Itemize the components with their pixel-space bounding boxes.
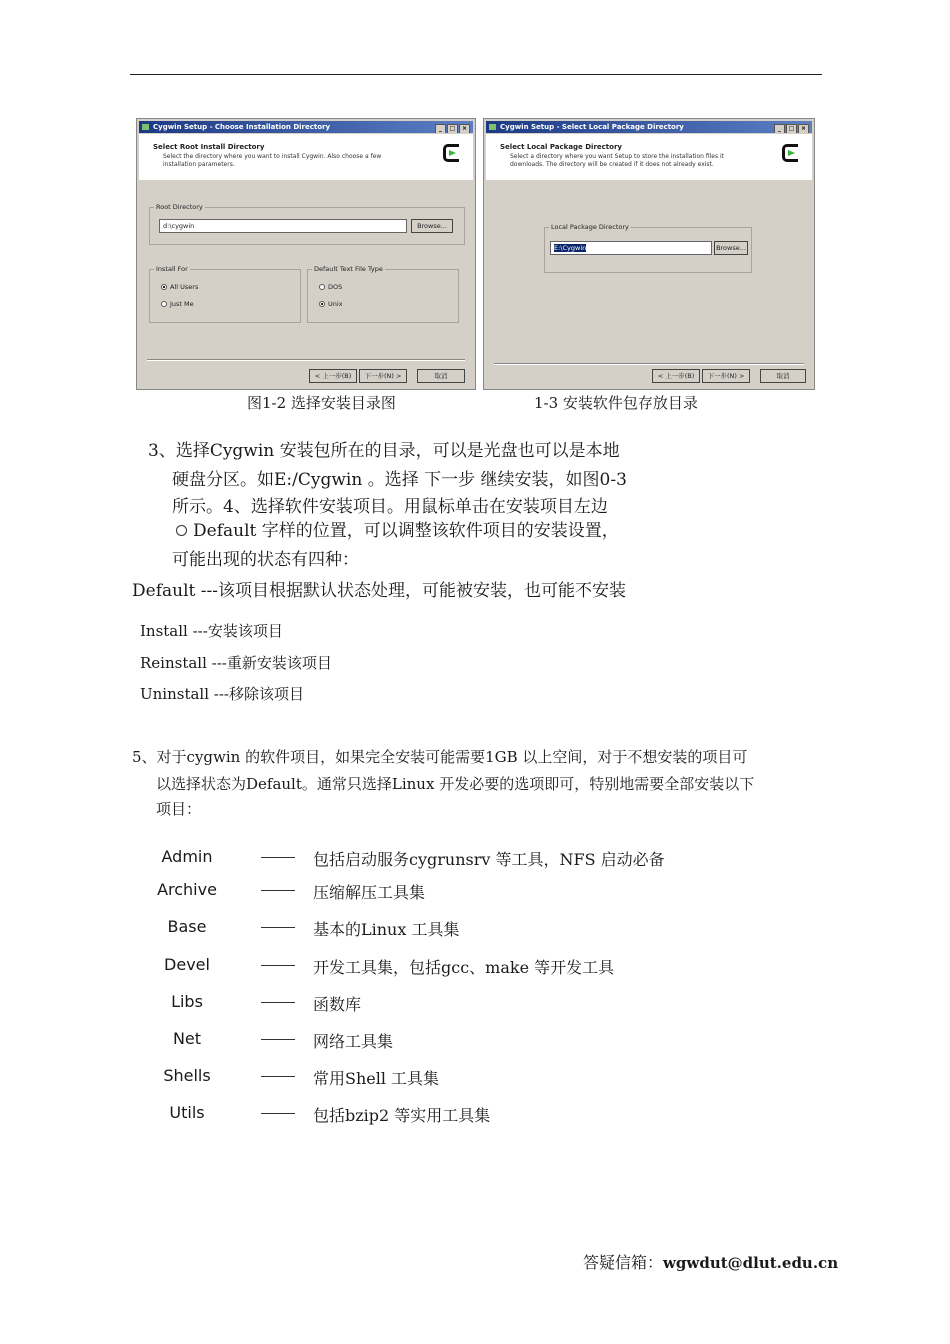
all-users-label: All Users: [170, 283, 199, 291]
package-name: Archive: [157, 880, 217, 899]
state-install: Install ---安装该项目: [140, 622, 283, 640]
dash: [261, 857, 295, 858]
footer-separator: [494, 363, 804, 365]
radio-empty-icon: [319, 284, 325, 290]
footer-email: wgwdut@dlut.edu.cn: [663, 1254, 839, 1272]
package-name: Libs: [171, 992, 203, 1011]
root-directory-field: d:\cygwin: [159, 219, 407, 233]
file-type-group: [307, 265, 459, 323]
para3-line3: 所示。4、选择软件安装项目。用鼠标单击在安装项目左边: [172, 497, 608, 517]
package-row: [0, 1103, 950, 1127]
figure-caption-left: 图1-2 选择安装目录图: [247, 394, 396, 412]
package-directory-field: [550, 241, 712, 255]
para3-line2: 硬盘分区。如E:/Cygwin 。选择 下一步 继续安装，如图0-3: [172, 470, 627, 490]
cancel-button: 取消: [417, 369, 465, 383]
figure-caption-right: 1-3 安装软件包存放目录: [534, 394, 698, 412]
para3-line5: 可能出现的状态有四种：: [172, 550, 359, 570]
package-name: Net: [172, 1029, 202, 1048]
footer-contact: [583, 1250, 838, 1273]
state-reinstall: Reinstall ---重新安装该项目: [140, 654, 332, 672]
package-desc: 网络工具集: [313, 1032, 394, 1051]
cygwin-logo-icon: [782, 144, 798, 162]
title-bar: [139, 121, 473, 133]
dialog-description: Select a directory where you want Setup to store the installation files it downloads. The directory will be created if it does not already exist.: [510, 153, 725, 168]
dash: [261, 890, 295, 891]
cancel-button: 取消: [760, 369, 806, 383]
dos-label: DOS: [328, 283, 343, 291]
cygwin-logo-icon: [443, 144, 459, 162]
cygwin-app-icon: [142, 124, 149, 130]
back-button: < 上一步(B): [652, 369, 700, 383]
para5-line2: 以选择状态为Default。通常只选择Linux 开发必要的选项即可，特别地需要全部安装以下: [156, 775, 755, 793]
next-button: 下一步(N) >: [702, 369, 750, 383]
para3-line4-wrap: [176, 516, 619, 541]
footer-separator: [147, 359, 465, 361]
back-button: < 上一步(B): [309, 369, 357, 383]
package-name: Shells: [163, 1066, 211, 1085]
para5-line3: 项目：: [156, 800, 202, 818]
package-desc: 开发工具集，包括gcc、make 等开发工具: [313, 958, 615, 977]
all-users-radio: [161, 283, 198, 291]
dash: [261, 1076, 295, 1077]
just-me-radio: [161, 300, 194, 308]
dialog-header: [139, 134, 473, 180]
package-name: Devel: [164, 955, 210, 974]
title-bar: [486, 121, 812, 133]
package-desc: 包括bzip2 等实用工具集: [313, 1106, 491, 1125]
para3-line1: 3、选择Cygwin 安装包所在的目录，可以是光盘也可以是本地: [148, 441, 620, 461]
package-desc: 包括启动服务cygrunsrv 等工具，NFS 启动必备: [313, 850, 665, 869]
dash: [261, 927, 295, 928]
header-rule: [130, 74, 822, 75]
minimize-icon: _: [435, 124, 446, 133]
dash: [261, 965, 295, 966]
maximize-icon: □: [447, 124, 458, 133]
dash: [261, 1113, 295, 1114]
para3-line4: Default 字样的位置，可以调整该软件项目的安装设置，: [193, 521, 619, 541]
radio-selected-icon: [319, 301, 325, 307]
dash: [261, 1039, 295, 1040]
state-default: Default ---该项目根据默认状态处理，可能被安装，也可能不安装: [132, 581, 626, 601]
browse-button: Browse...: [411, 219, 453, 233]
package-row: [0, 955, 950, 979]
browse-button: Browse...: [714, 241, 748, 255]
dialog-heading: Select Root Install Directory: [153, 143, 265, 151]
maximize-icon: □: [786, 124, 797, 133]
next-button: 下一步(N) >: [359, 369, 407, 383]
cygwin-app-icon: [489, 124, 496, 130]
select-package-dir-screenshot: [483, 118, 815, 390]
dialog-heading: Select Local Package Directory: [500, 143, 622, 151]
choose-install-dir-screenshot: [136, 118, 476, 390]
minimize-icon: _: [774, 124, 785, 133]
package-name: Base: [167, 917, 207, 936]
package-row: [0, 847, 950, 871]
dos-radio: [319, 283, 342, 291]
package-row: [0, 1066, 950, 1090]
unix-radio: [319, 300, 343, 308]
state-uninstall: Uninstall ---移除该项目: [140, 685, 304, 703]
package-desc: 压缩解压工具集: [313, 883, 426, 902]
radio-selected-icon: [161, 284, 167, 290]
window-title: Cygwin Setup - Choose Installation Directory: [153, 123, 331, 131]
package-row: [0, 917, 950, 941]
window-title: Cygwin Setup - Select Local Package Directory: [500, 123, 684, 131]
close-icon: ×: [798, 124, 809, 133]
radio-empty-icon: [161, 301, 167, 307]
install-for-group: [149, 265, 301, 323]
just-me-label: Just Me: [170, 300, 194, 308]
package-desc: 常用Shell 工具集: [313, 1069, 440, 1088]
root-directory-label: Root Directory: [156, 203, 203, 211]
dash: [261, 1002, 295, 1003]
package-row: [0, 880, 950, 904]
install-for-label: Install For: [156, 265, 188, 273]
file-type-label: Default Text File Type: [314, 265, 383, 273]
package-name: Admin: [161, 847, 213, 866]
unix-label: Unix: [328, 300, 343, 308]
dialog-description: Select the directory where you want to install Cygwin. Also choose a few installation parameters.: [163, 153, 382, 168]
local-package-label: Local Package Directory: [551, 223, 629, 231]
close-icon: ×: [459, 124, 470, 133]
para5-line1: 5、对于cygwin 的软件项目，如果完全安装可能需要1GB 以上空间，对于不想安装的项目可: [132, 748, 748, 766]
package-desc: 函数库: [313, 995, 362, 1014]
cycle-icon: [176, 525, 187, 536]
package-directory-value: E:\Cygwin: [554, 244, 587, 252]
package-desc: 基本的Linux 工具集: [313, 920, 460, 939]
dialog-header: [486, 134, 812, 180]
package-row: [0, 1029, 950, 1053]
package-row: [0, 992, 950, 1016]
footer-label: 答疑信箱：: [583, 1253, 664, 1272]
package-name: Utils: [169, 1103, 205, 1122]
